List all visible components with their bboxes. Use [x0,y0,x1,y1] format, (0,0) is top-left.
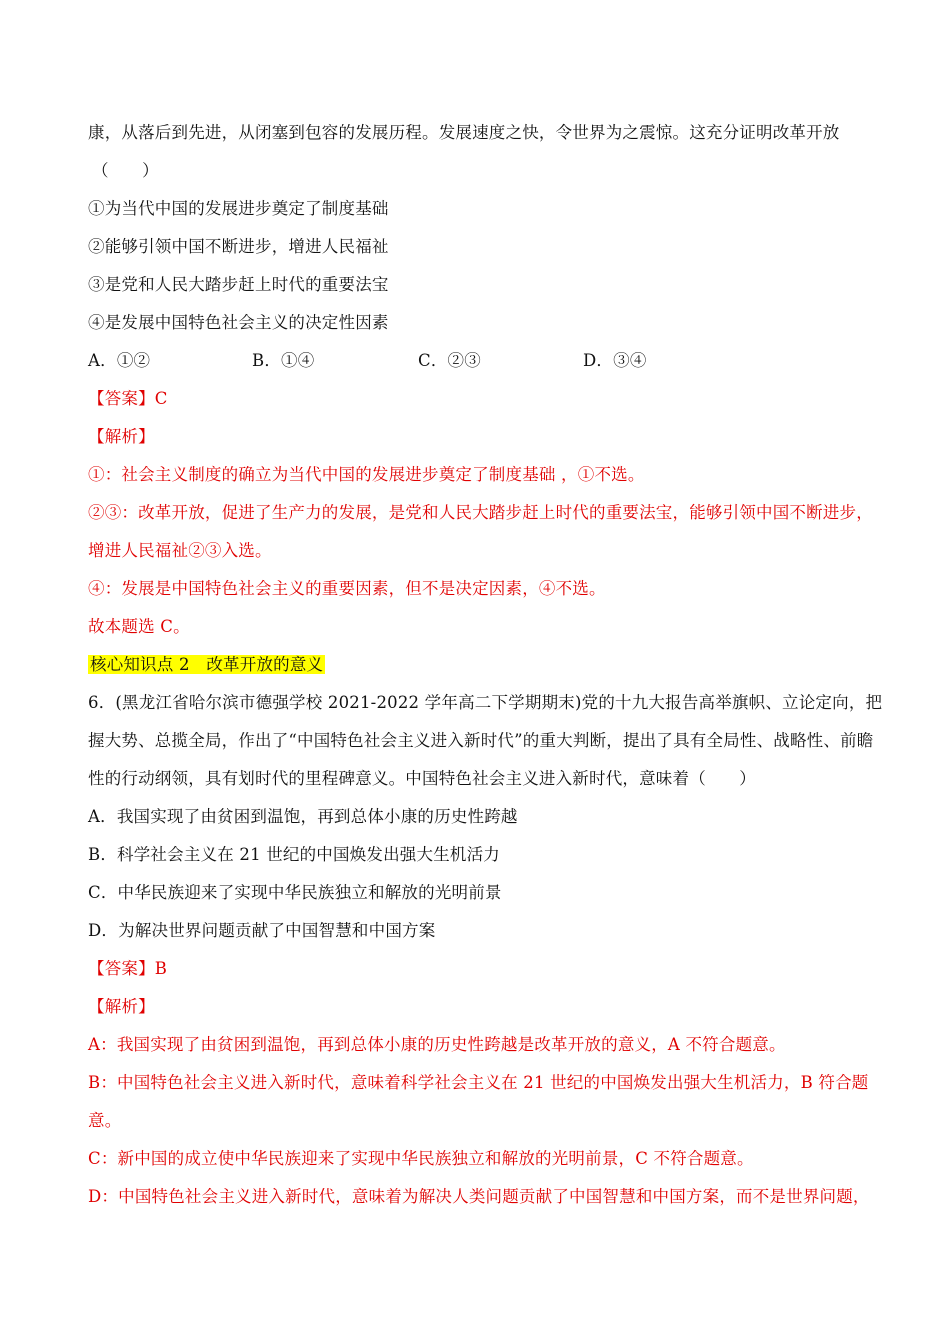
q6-analysis-line-1: A：我国实现了由贫困到温饱，再到总体小康的历史性跨越是改革开放的意义，A 不符合题意。 [88,1035,786,1054]
q5-statement-2: ②能够引领中国不断进步，增进人民福祉 [88,237,389,256]
q5-statement-3: ③是党和人民大踏步赶上时代的重要法宝 [88,275,389,294]
q6-option-a: A．我国实现了由贫困到温饱，再到总体小康的历史性跨越 [88,807,518,826]
q5-option-d: D．③④ [583,351,647,370]
q5-analysis-label: 【解析】 [88,427,155,446]
q5-options [88,350,788,372]
q6-analysis-line-4: C：新中国的成立使中华民族迎来了实现中华民族独立和解放的光明前景，C 不符合题意。 [88,1149,754,1168]
q5-analysis-line-2: ②③：改革开放，促进了生产力的发展，是党和人民大踏步赶上时代的重要法宝，能够引领中国不断进步， [88,503,873,522]
q5-analysis-line-3: 增进人民福祉②③入选。 [88,541,272,560]
q5-statement-1: ①为当代中国的发展进步奠定了制度基础 [88,199,389,218]
q6-stem-line-3: 性的行动纲领，具有划时代的里程碑意义。中国特色社会主义进入新时代，意味着（ ） [88,769,756,788]
q6-analysis-line-3: 意。 [88,1111,122,1130]
q6-analysis-label: 【解析】 [88,997,155,1016]
q6-answer: 【答案】B [88,959,168,978]
q5-option-b: B．①④ [252,351,315,370]
q6-analysis-line-2: B：中国特色社会主义进入新时代，意味着科学社会主义在 21 世纪的中国焕发出强大生机活力，B 符合题 [88,1073,869,1092]
q6-option-c: C．中华民族迎来了实现中华民族独立和解放的光明前景 [88,883,502,902]
q6-option-d: D．为解决世界问题贡献了中国智慧和中国方案 [88,921,436,940]
q5-answer: 【答案】C [88,389,168,408]
q5-stem-line: 康，从落后到先进，从闭塞到包容的发展历程。发展速度之快，令世界为之震惊。这充分证明改革开放 [88,123,840,142]
q6-analysis-line-5: D：中国特色社会主义进入新时代，意味着为解决人类问题贡献了中国智慧和中国方案，而不是世界问题， [88,1187,870,1206]
q6-option-b: B．科学社会主义在 21 世纪的中国焕发出强大生机活力 [88,845,501,864]
q5-option-c: C．②③ [418,351,481,370]
q6-stem-line-2: 握大势、总揽全局，作出了“中国特色社会主义进入新时代”的重大判断，提出了具有全局性、战略性、前瞻 [88,731,874,750]
section-heading [88,654,325,676]
q5-answer-blank: （ ） [92,161,159,180]
q6-stem-line-1: 6．(黑龙江省哈尔滨市德强学校 2021-2022 学年高二下学期期末)党的十九大报告高举旗帜、立论定向，把 [88,693,883,712]
q5-option-a: A．①② [88,351,151,370]
section-heading-text: 核心知识点 2 改革开放的意义 [90,655,324,674]
q5-analysis-line-1: ①：社会主义制度的确立为当代中国的发展进步奠定了制度基础 ，①不选。 [88,465,645,484]
q5-analysis-line-5: 故本题选 C。 [88,617,190,636]
q5-analysis-line-4: ④：发展是中国特色社会主义的重要因素，但不是决定因素，④不选。 [88,579,606,598]
q5-statement-4: ④是发展中国特色社会主义的决定性因素 [88,313,389,332]
